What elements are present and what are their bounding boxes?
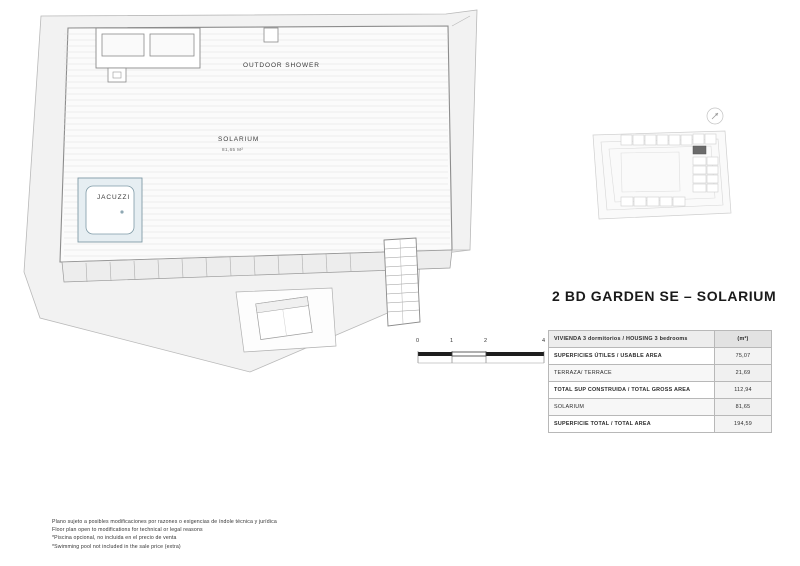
- table-row: [549, 399, 772, 416]
- row-label-gross-area: TOTAL SUP CONSTRUIDA / TOTAL GROSS AREA: [549, 382, 715, 399]
- table-header-label: VIVIENDA 3 dormitorios / HOUSING 3 bedrooms: [549, 331, 715, 348]
- scale-tick-1: 1: [450, 338, 454, 344]
- row-value-gross-area: 112,94: [715, 382, 772, 399]
- row-label-terrace: TERRAZA/ TERRACE: [549, 365, 715, 382]
- table-header-unit: (m²): [715, 331, 772, 348]
- bed-furniture: [256, 297, 313, 340]
- label-solarium-area: 81,65 M²: [222, 147, 244, 152]
- table-row: [549, 382, 772, 399]
- row-value-usable-area: 75,07: [715, 348, 772, 365]
- area-schedule-table: [548, 330, 772, 433]
- scale-tick-0: 0: [416, 338, 420, 344]
- disclaimer-notes: [52, 518, 277, 551]
- jacuzzi-jet-icon: [120, 210, 123, 213]
- label-outdoor-shower: OUTDOOR SHOWER: [243, 62, 320, 69]
- service-annex: [108, 68, 126, 82]
- row-label-usable-area: SUPERFICIES ÚTILES / USABLE AREA: [549, 348, 715, 365]
- label-jacuzzi: JACUZZI: [97, 194, 131, 201]
- table-row: [549, 365, 772, 382]
- table-row: [549, 348, 772, 365]
- note-line-4: *Swimming pool not included in the sale price (extra): [52, 543, 181, 550]
- unit-blocks-bottom: [621, 197, 685, 206]
- service-room-right: [150, 34, 194, 56]
- scale-bar: [416, 338, 551, 370]
- label-solarium: SOLARIUM: [218, 136, 260, 143]
- row-label-total-area: SUPERFICIE TOTAL / TOTAL AREA: [549, 416, 715, 433]
- note-line-3: *Piscina opcional, no incluida en el precio de venta: [52, 535, 177, 542]
- page-title: 2 BD GARDEN SE – SOLARIUM: [552, 288, 777, 304]
- row-value-terrace: 21,69: [715, 365, 772, 382]
- highlighted-unit: [693, 146, 706, 154]
- staircase: [384, 238, 420, 326]
- note-line-1: Plano sujeto a posibles modificaciones por razones o exigencias de índole técnica y jurídica: [52, 519, 277, 525]
- row-label-solarium: SOLARIUM: [549, 399, 715, 416]
- row-value-solarium: 81,65: [715, 399, 772, 416]
- outdoor-shower-pad: [264, 28, 278, 42]
- service-room-left: [102, 34, 144, 56]
- site-key-plan: [575, 105, 750, 240]
- note-line-2: Floor plan open to modifications for technical or legal reasons: [52, 527, 203, 534]
- scale-bar-graphic: [416, 350, 551, 370]
- table-row: [549, 416, 772, 433]
- table-header-row: [549, 331, 772, 348]
- scale-tick-2: 2: [484, 338, 488, 344]
- scale-tick-4: 4: [542, 338, 546, 344]
- row-value-total-area: 194,59: [715, 416, 772, 433]
